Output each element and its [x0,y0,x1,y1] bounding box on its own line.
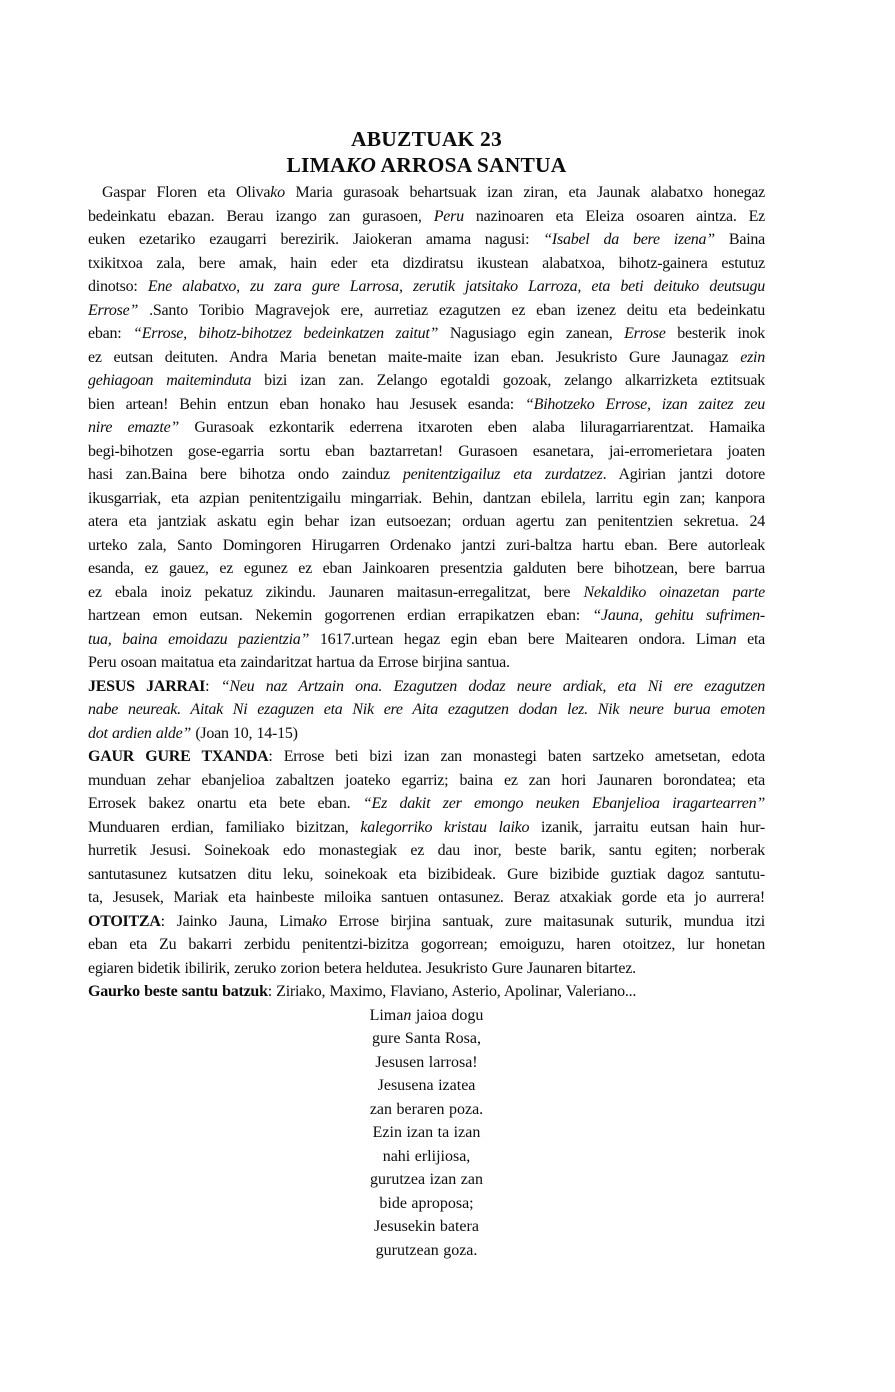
text-segment: eta [736,630,765,648]
text-segment: Jesusekin batera [374,1218,479,1235]
text-segment: ezin [740,348,765,366]
poem-line [88,1098,765,1122]
body-line [88,463,765,487]
text-segment: GAUR GURE TXANDA [88,748,269,765]
text-segment: Gaspar Floren eta Oliva [102,184,271,201]
text-segment: ko [312,912,327,930]
text-segment: eban eta Zu bakarri zerbidu penitentzi-bizitza gogorrean; emoiguzu, haren otoitzez, lur honetan [88,936,765,953]
text-segment: Errose birjina santuak, zure maitasunak suturik, mundua itzi [326,912,765,930]
body-line [88,769,765,793]
text-segment: Errose” [88,301,139,319]
text-segment: besterik inok [665,325,765,342]
text-segment: Munduaren erdian, familiako bizitzan, [88,818,361,836]
text-segment: hartzean emon eutsan. Nekemin gogorrenen erdian errapikatzen eban: [88,607,593,624]
body-line [88,228,765,252]
text-segment: Jesusena izatea [377,1077,476,1094]
poem-line [88,1027,765,1051]
poem-line [88,1074,765,1098]
body-line [88,205,765,229]
text-segment: ARROSA SANTUA [376,153,567,177]
text-segment: txikitxoa zala, bere amak, hain eder eta dizdiratsu ikustean alabatxoa, bihotz-gainera estutuz [88,254,765,272]
text-segment: bedeinkatu ebazan. Berau izango zan gurasoen, [88,207,434,225]
text-segment: ta, Jesusek, Mariak eta hainbeste miloika santuen ontasunez. Beraz atxakiak gorde eta jo aurrera! [88,889,765,906]
text-segment: ez ebala inoiz pekatuz zikindu. Jaunaren maitasun-erregalitzat, bere [88,583,584,601]
poem-line [88,1145,765,1169]
text-segment: Lima [369,1006,404,1024]
text-segment: ikusgarriak, eta azpian penitentzigailu mingarriak. Behin, dantzan ebilela, larritu egin zan; kanpora [88,489,765,507]
text-segment: eban: [88,325,134,342]
body-line [88,957,765,981]
body-line [88,792,765,816]
text-segment: ez eutsan deituten. Andra Maria benetan maite-maite izan eban. Jesukristo Gure Jaunagaz [88,348,741,366]
text-segment: euken ezetariko ezaugarri berezirik. Jaiokeran amama nagusi: [88,231,544,248]
text-segment: “Ez dakit zer emongo neuken Ebanjelioa iragartearren” [362,795,765,812]
poem-line [88,1051,765,1075]
body-line [88,933,765,957]
poem-line [88,1168,765,1192]
text-segment: n [403,1006,412,1024]
text-segment: “Jauna, gehitu sufrimen- [592,607,765,624]
poem-line [88,1239,765,1263]
body-line [88,393,765,417]
body-line [88,346,765,370]
text-segment: esanda, ez gauez, ez egunez ez eban Jainkoaren presentzia galduten bere bihotzean, bere barrua [88,560,765,577]
body-line [88,604,765,628]
body-line [88,816,765,840]
text-segment: santutasunez kutsatzen ditu leku, soinekoak eta bizibideak. Gure bizibide guztiak dagoz santutu- [88,865,765,883]
body-line [88,252,765,276]
body-line [88,416,765,440]
text-segment: “Errose, bihotz-bihotzez bedeinkatzen zaitut” [133,325,439,342]
text-segment: atera eta jantziak askatu egin behar izan eutsoezan; orduan agertu zan penitentzien sekretua. 24 [88,513,765,530]
text-segment: bizi izan zan. Zelango egotaldi gozoak, zelango alkarrizketa eztitsuak [251,372,765,389]
body-line [88,886,765,910]
text-segment: Gurasoak ezkontarik ederrena itxaroten eben alaba liluragarriarentzat. Hamaika [179,419,765,436]
text-segment: : Errose beti bizi izan zan monastegi baten sartzeko ametsetan, edota [268,748,765,765]
text-segment: gehiagoan maiteminduta [88,372,252,389]
text-segment: gurutzean goza. [375,1241,478,1259]
text-segment: begi-bihotzen gose-egarria sortu eban baztarretan! Gurasoen esanetara, jai-erromerietara joaten [88,442,765,460]
title-line [88,152,765,178]
body-line [88,181,765,205]
text-segment: penitentzigailuz eta zurdatzez [402,466,603,483]
body-line [88,322,765,346]
text-segment: tua, baina emoidazu pazientzia” [88,630,310,648]
text-segment: gure Santa Rosa, [372,1030,481,1047]
body-line [88,275,765,299]
title-line [88,126,765,152]
body-line [88,675,765,699]
text-segment: “Bihotzeko Errose, izan zaitez zeu [525,395,765,413]
text-segment: Errose [624,325,666,342]
text-segment: Errosek bakez onartu eta bete eban. [88,795,363,812]
text-segment: : Ziriako, Maximo, Flaviano, Asterio, Apolinar, Valeriano... [267,983,637,1000]
document-poem [88,1004,765,1263]
body-line [88,910,765,934]
text-segment: bide aproposa; [379,1194,474,1212]
body-line [88,581,765,605]
text-segment: jaioa dogu [411,1006,484,1024]
text-segment: nire emazte” [88,419,180,436]
text-segment: Gaurko beste santu batzuk [88,983,268,1000]
text-segment: gurutzea izan zan [370,1171,483,1188]
text-segment: n [728,630,737,648]
text-segment: dot ardien alde” [88,724,192,742]
poem-line [88,1215,765,1239]
text-segment: kalegorriko kristau laiko [360,818,530,836]
body-line [88,651,765,675]
text-segment: egiaren bidetik ibilirik, zeruko zorion betera heldutea. Jesukristo Gure Jaunaren bitartez. [88,959,636,977]
document-title [88,126,765,178]
body-line [88,369,765,393]
text-segment: Ezin izan ta izan [372,1124,481,1141]
text-segment: (Joan 10, 14-15) [191,724,298,742]
text-segment: bien artean! Behin entzun eban honako hau Jesusek esanda: [88,395,526,413]
document-content [88,126,765,1262]
text-segment: LIMA [286,153,346,177]
text-segment: JESUS JARRAI [88,677,206,695]
text-segment: . Agirian jantzi dotore [602,466,765,483]
text-segment: : [205,677,221,695]
body-line [88,534,765,558]
text-segment: “Isabel da bere izena” [543,231,715,248]
poem-line [88,1004,765,1028]
body-line [88,863,765,887]
text-segment: .Santo Toribio Magravejok ere, aurretiaz ezagutzen ez eban izenez deitu eta bedeinkatu [138,301,765,319]
text-segment: nabe neureak. Aitak Ni ezaguzen eta Nik ere Aita ezagutzen dodan lez. Nik neure burua emoten [88,701,765,718]
document-body [88,181,765,1004]
body-line [88,299,765,323]
text-segment: zan beraren poza. [369,1100,484,1118]
text-segment: “Neu naz Artzain ona. Ezagutzen dodaz neure ardiak, eta Ni ere ezagutzen [220,677,765,695]
text-segment: Peru osoan maitatua eta zaindaritzat hartua da Errose birjina santua. [88,654,510,671]
text-segment: Baina [714,231,765,248]
text-segment: Nekaldiko oinazetan parte [583,583,765,601]
text-segment: Nagusiago egin zanean, [438,325,625,342]
text-segment: dinotso: [88,278,148,295]
text-segment: nahi erlijiosa, [382,1147,471,1165]
poem-line [88,1192,765,1216]
text-segment: Ene alabatxo, zu zara gure Larrosa, zerutik jatsitako Larroza, eta beti deituko deutsugu [147,278,765,295]
text-segment: munduan zehar ebanjelioa zabaltzen joateko egarriz; baina ez zan hori Jaunaren borondatea; eta [88,771,765,789]
body-line [88,839,765,863]
body-line [88,980,765,1004]
text-segment: ABUZTUAK 23 [351,127,502,151]
poem-line [88,1121,765,1145]
body-line [88,722,765,746]
text-segment: nazinoaren eta Eleiza osoaren aintza. Ez [463,207,765,225]
text-segment: : Jainko Jauna, Lima [160,912,313,930]
body-line [88,628,765,652]
body-line [88,698,765,722]
text-segment: KO [345,153,377,177]
body-line [88,745,765,769]
body-line [88,440,765,464]
text-segment: OTOITZA [88,912,161,930]
text-segment: izanik, jarraitu eutsan hain hur- [529,818,765,836]
text-segment: Jesusen larrosa! [375,1053,478,1071]
body-line [88,510,765,534]
text-segment: hasi zan.Baina bere bihotza ondo zainduz [88,466,403,483]
body-line [88,487,765,511]
text-segment: hurretik Jesusi. Soinekoak edo monastegiak ez dau inor, beste barik, santu egiten; norberak [88,842,765,859]
text-segment: urteko zala, Santo Domingoren Hirugarren Ordenako jantzi zuri-baltza hartu eban. Bere autorleak [88,536,765,554]
text-segment: Maria gurasoak behartsuak izan ziran, eta Jaunak alabatxo honegaz [284,184,765,201]
body-line [88,557,765,581]
text-segment: Peru [433,207,464,225]
text-segment: 1617.urtean hegaz egin eban bere Maitearen ondora. Lima [309,630,729,648]
text-segment: ko [270,184,285,201]
